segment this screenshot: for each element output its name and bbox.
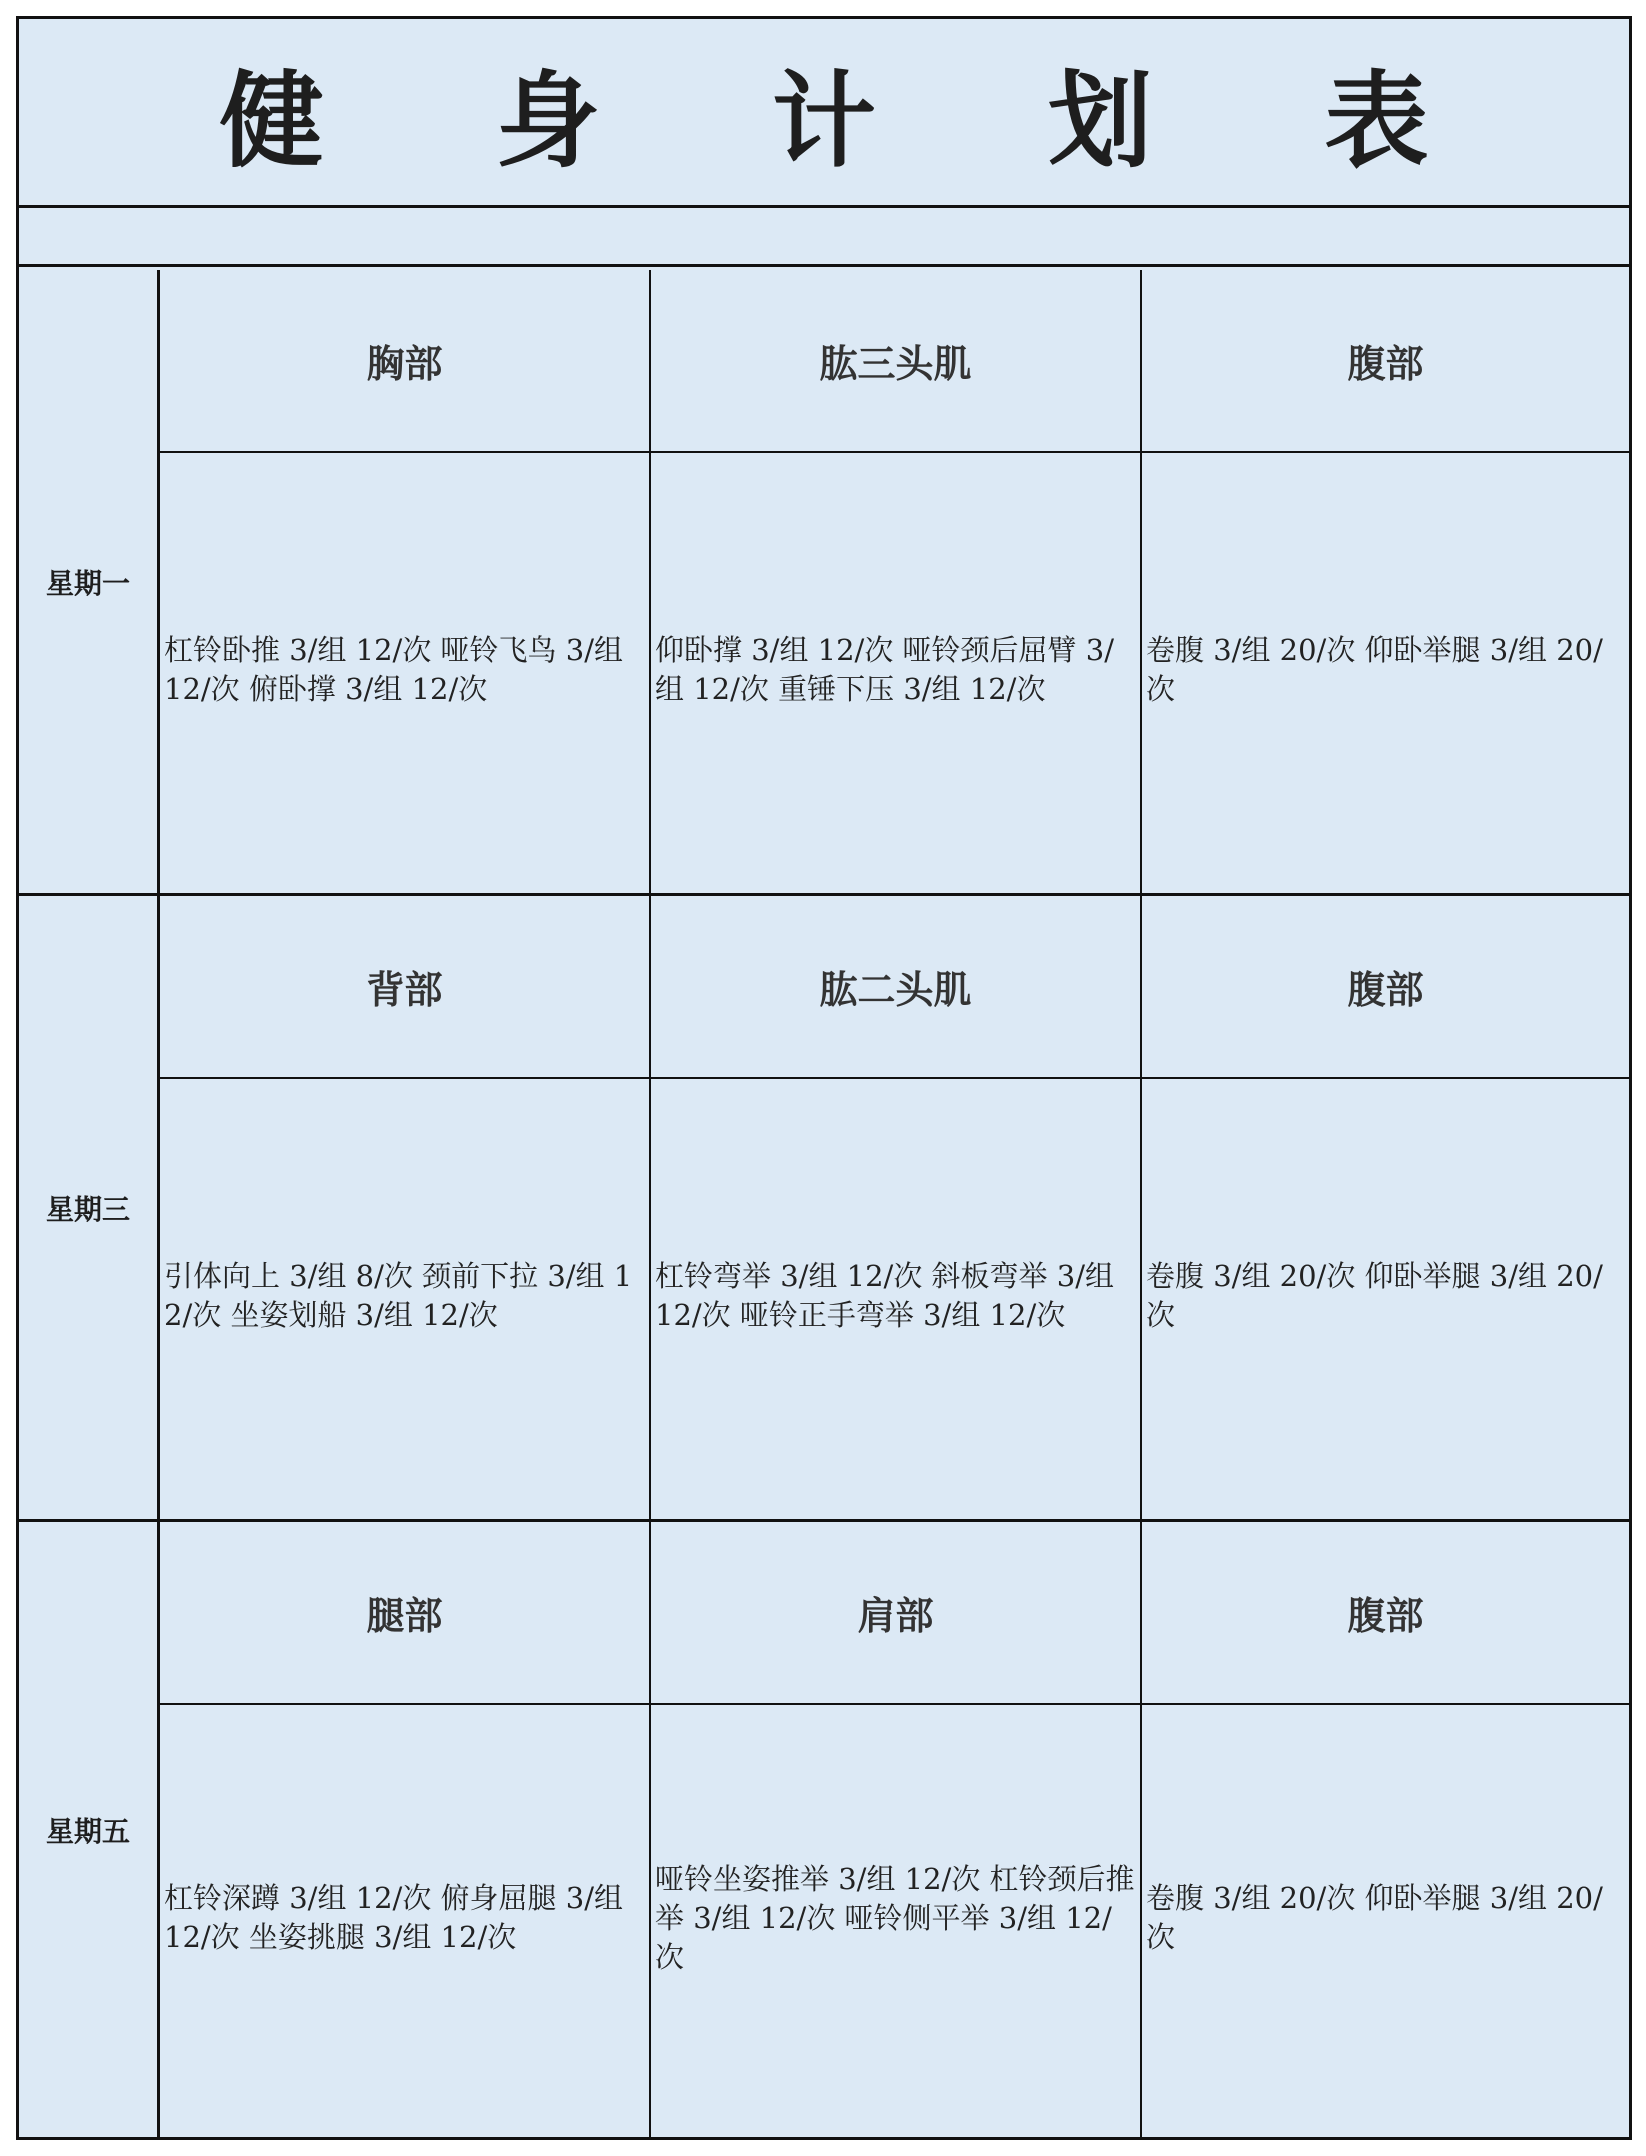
muscle-group-heading: 腹部 [1142, 270, 1629, 453]
exercise-text: 卷腹 3/组 20/次 仰卧举腿 3/组 20/次 [1146, 1881, 1603, 1954]
exercise-column [651, 896, 1142, 1519]
exercise-cell [651, 1079, 1140, 1519]
exercise-column [651, 1522, 1142, 2137]
muscle-group-heading: 肱三头肌 [651, 270, 1140, 453]
exercise-column [1142, 1522, 1629, 2137]
muscle-group-heading: 肱二头肌 [651, 896, 1140, 1079]
exercise-column [1142, 896, 1629, 1519]
exercise-text: 引体向上 3/组 8/次 颈前下拉 3/组 12/次 坐姿划船 3/组 12/次 [164, 1259, 633, 1332]
exercise-cell [1142, 1079, 1629, 1519]
exercise-text: 卷腹 3/组 20/次 仰卧举腿 3/组 20/次 [1146, 1259, 1603, 1332]
day-block-wednesday [19, 896, 1629, 1522]
exercise-text: 杠铃弯举 3/组 12/次 斜板弯举 3/组 12/次 哑铃正手弯举 3/组 12/次 [655, 1259, 1114, 1332]
exercise-column [651, 270, 1142, 893]
day-label: 星期五 [19, 1522, 160, 2137]
muscle-group-heading: 腿部 [160, 1522, 649, 1705]
exercise-column [160, 896, 651, 1519]
exercise-column [160, 1522, 651, 2137]
exercise-text: 卷腹 3/组 20/次 仰卧举腿 3/组 20/次 [1146, 633, 1603, 706]
fitness-plan-sheet [16, 16, 1632, 2140]
spacer-row [19, 208, 1629, 267]
exercise-text: 仰卧撑 3/组 12/次 哑铃颈后屈臂 3/组 12/次 重锤下压 3/组 12/次 [655, 633, 1114, 706]
muscle-group-heading: 胸部 [160, 270, 649, 453]
page-title: 健 身 计 划 表 [219, 60, 1497, 182]
exercise-cell [1142, 453, 1629, 893]
exercise-column [160, 270, 651, 893]
exercise-column [1142, 270, 1629, 893]
exercise-text: 杠铃卧推 3/组 12/次 哑铃飞鸟 3/组 12/次 俯卧撑 3/组 12/次 [164, 633, 623, 706]
muscle-group-heading: 腹部 [1142, 896, 1629, 1079]
muscle-group-heading: 背部 [160, 896, 649, 1079]
day-block-friday [19, 1522, 1629, 2137]
exercise-cell [651, 1705, 1140, 2137]
day-block-monday [19, 270, 1629, 896]
exercise-text: 杠铃深蹲 3/组 12/次 俯身屈腿 3/组 12/次 坐姿挑腿 3/组 12/次 [164, 1881, 623, 1954]
day-label: 星期一 [19, 270, 160, 893]
exercise-cell [160, 453, 649, 893]
muscle-group-heading: 腹部 [1142, 1522, 1629, 1705]
title-band [19, 19, 1629, 208]
exercise-cell [160, 1705, 649, 2137]
exercise-text: 哑铃坐姿推举 3/组 12/次 杠铃颈后推举 3/组 12/次 哑铃侧平举 3/组 12/次 [655, 1861, 1135, 1974]
exercise-cell [160, 1079, 649, 1519]
exercise-cell [1142, 1705, 1629, 2137]
exercise-cell [651, 453, 1140, 893]
muscle-group-heading: 肩部 [651, 1522, 1140, 1705]
day-label: 星期三 [19, 896, 160, 1519]
